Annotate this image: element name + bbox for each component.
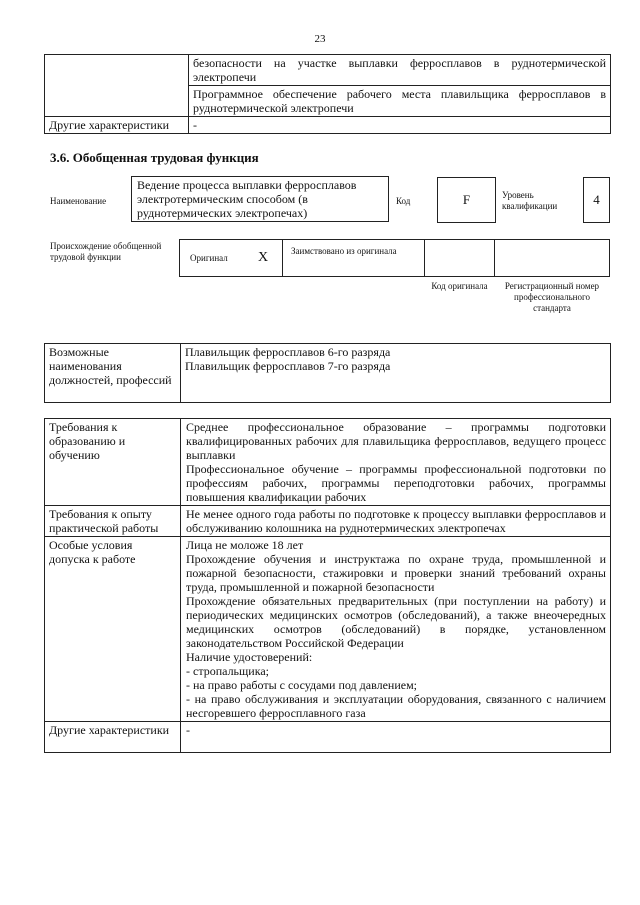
- positions-label: Возможные наименования должностей, профессий: [45, 344, 181, 403]
- requirement-line: Прохождение обучения и инструктажа по охране труда, промышленной и пожарной безопасности, стажировки и проверки знаний требований охраны труда, промышленной и пожарной безопасности: [186, 552, 606, 594]
- table-cell: Программное обеспечение рабочего места плавильщика ферросплавов в руднотермической электропечи: [189, 86, 611, 117]
- original-mark: X: [258, 250, 269, 265]
- requirement-line: Профессиональное обучение – программы профессиональной подготовки по профессиям рабочих, программы переподготовки рабочих, программы повышения квалификации рабочих: [186, 462, 606, 504]
- table-row: [45, 117, 611, 134]
- requirement-label: Особые условия допуска к работе: [45, 537, 181, 722]
- table-cell: -: [189, 117, 611, 134]
- borrowed-label: Заимствовано из оригинала: [291, 246, 397, 256]
- requirement-label: Другие характеристики: [45, 722, 181, 753]
- level-box: [583, 177, 610, 223]
- requirement-line: -: [186, 723, 190, 737]
- requirement-value: [181, 537, 611, 722]
- level-value: 4: [593, 192, 600, 207]
- requirement-value: [181, 722, 611, 753]
- section-title: 3.6. Обобщенная трудовая функция: [50, 150, 259, 165]
- positions-table: [44, 343, 611, 403]
- positions-values: [181, 344, 611, 403]
- code-label: Код: [396, 196, 411, 206]
- reg-number-cell: [494, 239, 610, 277]
- table-row: [45, 722, 611, 753]
- requirement-line: Наличие удостоверений:: [186, 650, 313, 664]
- function-name-box: [131, 176, 389, 222]
- code-value: F: [462, 192, 471, 207]
- requirement-line: Среднее профессиональное образование – программы подготовки квалифицированных рабочих для плавильщика ферросплавов, ведущего процесс выплавки: [186, 420, 606, 462]
- requirement-line: - на право обслуживания и эксплуатации оборудования, связанного с наличием несгоревшего ферросплавного газа: [186, 692, 606, 720]
- origin-label: Происхождение обобщенной трудовой функции: [50, 241, 162, 262]
- original-cell: [179, 239, 283, 277]
- table-row: [45, 506, 611, 537]
- position-item: Плавильщик ферросплавов 6-го разряда: [185, 345, 391, 359]
- position-item: Плавильщик ферросплавов 7-го разряда: [185, 359, 391, 373]
- requirement-line: Прохождение обязательных предварительных (при поступлении на работу) и периодических медицинских осмотров (обследований), а также внеочередных медицинских осмотров (обследований) в порядке, установленном законодательством Российской Федерации: [186, 594, 606, 650]
- table-row: [45, 55, 611, 86]
- requirement-line: - на право работы с сосудами под давлением;: [186, 678, 417, 692]
- table-cell: безопасности на участке выплавки ферросплавов в руднотермической электропечи: [189, 55, 611, 86]
- requirement-label: Требования к опыту практической работы: [45, 506, 181, 537]
- name-label: Наименование: [50, 196, 107, 206]
- requirement-line: Не менее одного года работы по подготовке к процессу выплавки ферросплавов и обслуживанию колошника на руднотермических электропечах: [186, 507, 606, 535]
- requirements-table: [44, 418, 611, 753]
- borrowed-cell: [282, 239, 425, 277]
- reg-number-label: Регистрационный номер профессионального стандарта: [504, 281, 600, 313]
- code-original-label: Код оригинала: [431, 281, 488, 291]
- table-cell-label: Другие характеристики: [45, 117, 189, 134]
- requirement-label: Требования к образованию и обучению: [45, 419, 181, 506]
- code-box: [437, 177, 496, 223]
- top-continuation-table: [44, 54, 611, 134]
- empty-label-cell: [45, 55, 189, 117]
- original-label: Оригинал: [190, 253, 228, 263]
- requirement-value: [181, 419, 611, 506]
- function-name-value: Ведение процесса выплавки ферросплавов электротермическим способом (в руднотермических электропечах): [137, 178, 357, 220]
- requirement-line: - стропальщика;: [186, 664, 269, 678]
- level-label: Уровень квалификации: [502, 190, 558, 211]
- code-original-cell: [424, 239, 495, 277]
- table-row: [45, 419, 611, 506]
- table-row: [45, 344, 611, 403]
- requirement-value: [181, 506, 611, 537]
- table-row: [45, 537, 611, 722]
- requirement-line: Лица не моложе 18 лет: [186, 538, 304, 552]
- page-number: 23: [314, 33, 326, 45]
